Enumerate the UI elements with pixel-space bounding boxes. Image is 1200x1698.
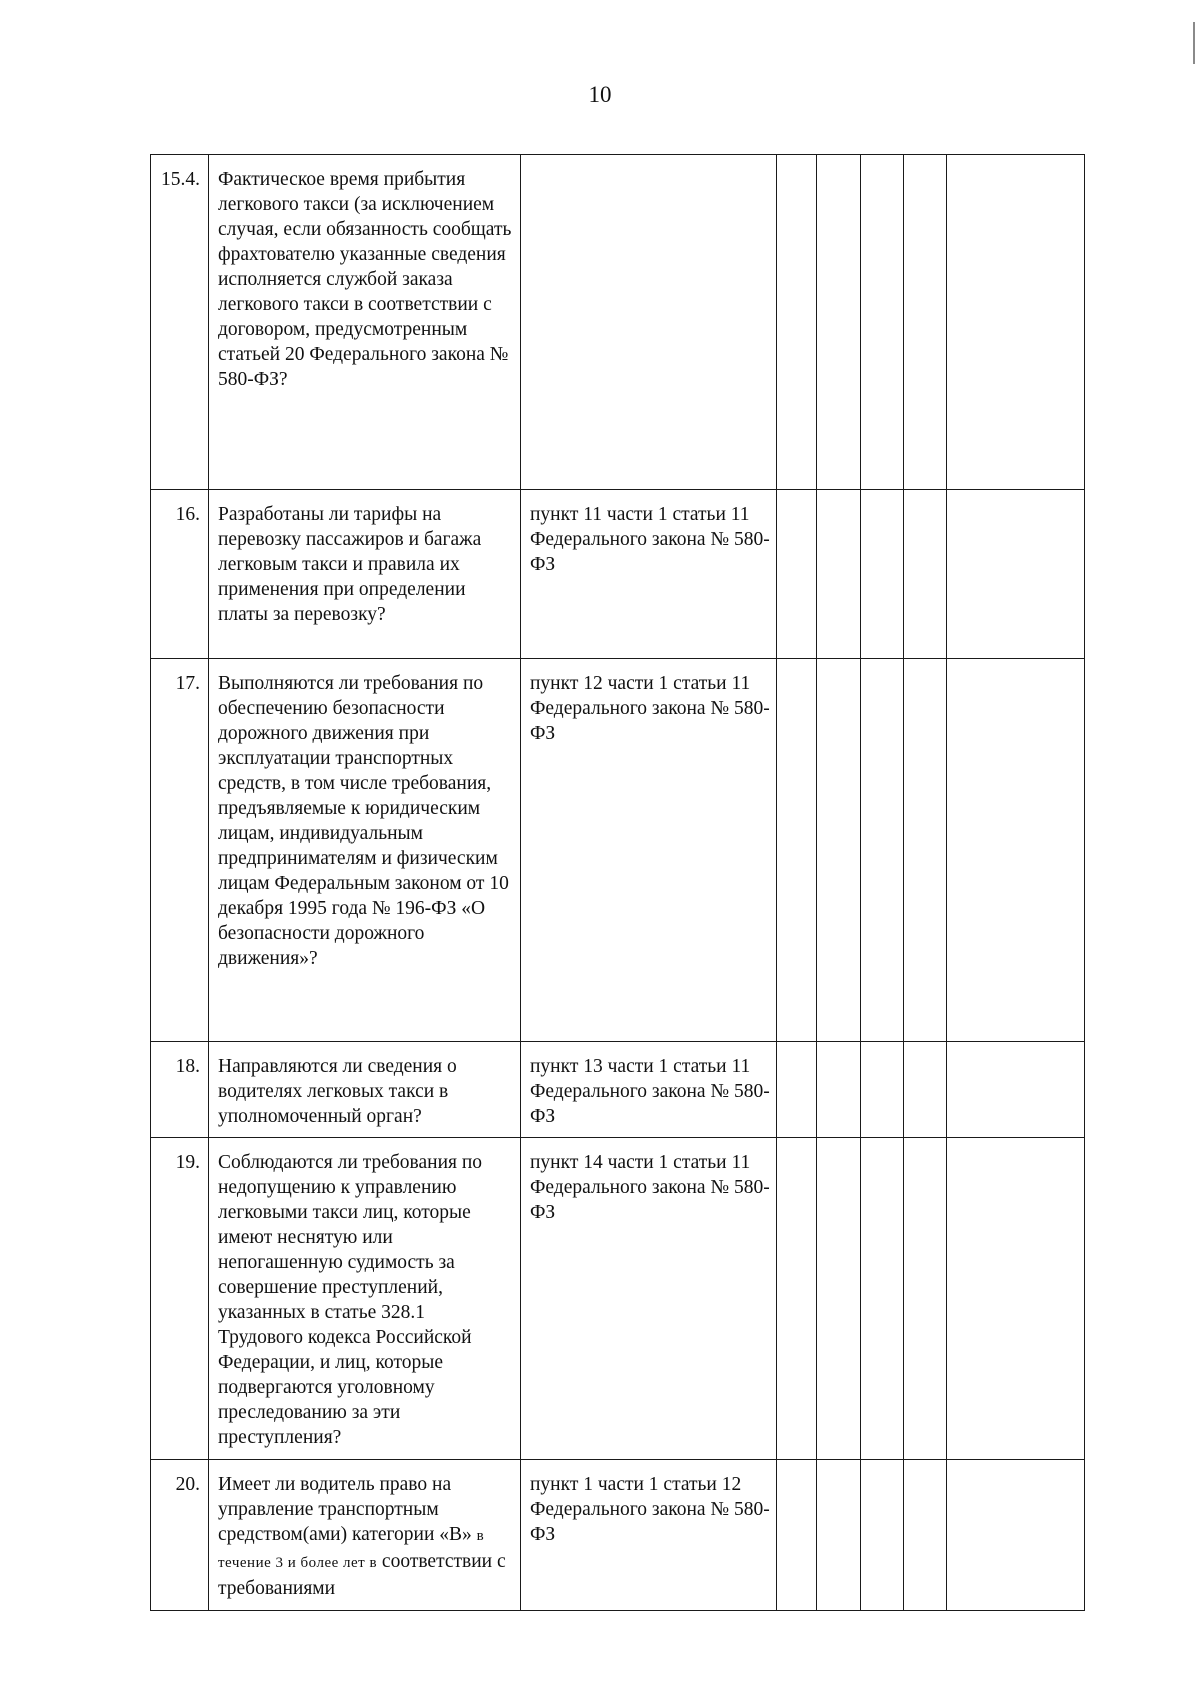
legal-reference: пункт 14 части 1 статьи 11 Федерального закона № 580-ФЗ	[521, 1138, 777, 1460]
answer-cell	[817, 1138, 861, 1460]
answer-cell	[904, 490, 947, 659]
answer-cell	[904, 1138, 947, 1460]
answer-cell	[904, 1460, 947, 1611]
table-row	[151, 155, 1085, 490]
answer-cell	[861, 1138, 904, 1460]
notes-cell	[947, 1042, 1085, 1138]
legal-reference: пункт 13 части 1 статьи 11 Федерального закона № 580-ФЗ	[521, 1042, 777, 1138]
notes-cell	[947, 155, 1085, 490]
requirement-question: Направляются ли сведения о водителях легковых такси в уполномоченный орган?	[209, 1042, 521, 1138]
answer-cell	[777, 490, 817, 659]
answer-cell	[777, 1460, 817, 1611]
requirement-question	[209, 1460, 521, 1611]
notes-cell	[947, 490, 1085, 659]
scan-edge-mark	[1193, 22, 1195, 64]
question-text: Имеет ли водитель право на управление транспортным средством(ами) категории «В»	[218, 1474, 472, 1545]
answer-cell	[861, 659, 904, 1042]
answer-cell	[861, 1460, 904, 1611]
answer-cell	[777, 1042, 817, 1138]
answer-cell	[904, 659, 947, 1042]
checklist-table	[150, 154, 1085, 1611]
row-number: 16.	[151, 490, 209, 659]
row-number: 18.	[151, 1042, 209, 1138]
requirement-question: Разработаны ли тарифы на перевозку пассажиров и багажа легковым такси и правила их применения при определении платы за перевозку?	[209, 490, 521, 659]
answer-cell	[904, 1042, 947, 1138]
table-row	[151, 1138, 1085, 1460]
answer-cell	[777, 1138, 817, 1460]
answer-cell	[861, 490, 904, 659]
answer-cell	[777, 659, 817, 1042]
requirement-question: Выполняются ли требования по обеспечению безопасности дорожного движения при эксплуатации транспортных средств, в том числе требования, предъявляемые к юридическим лицам, индивидуальным предпринимателям и физическим лицам Федеральным законом от 10 декабря 1995 года № 196-ФЗ «О безопасности дорожного движения»?	[209, 659, 521, 1042]
table-row	[151, 490, 1085, 659]
answer-cell	[817, 490, 861, 659]
answer-cell	[861, 1042, 904, 1138]
notes-cell	[947, 1138, 1085, 1460]
answer-cell	[817, 1042, 861, 1138]
table-row	[151, 1042, 1085, 1138]
answer-cell	[861, 155, 904, 490]
notes-cell	[947, 1460, 1085, 1611]
page-number: 10	[588, 82, 612, 107]
requirement-question: Соблюдаются ли требования по недопущению к управлению легковыми такси лиц, которые имеют неснятую или непогашенную судимость за совершение преступлений, указанных в статье 328.1 Трудового кодекса Российской Федерации, и лиц, которые подвергаются уголовному преследованию за эти преступления?	[209, 1138, 521, 1460]
answer-cell	[817, 659, 861, 1042]
answer-cell	[904, 155, 947, 490]
answer-cell	[777, 155, 817, 490]
answer-cell	[817, 155, 861, 490]
legal-reference: пункт 1 части 1 статьи 12 Федерального закона № 580-ФЗ	[521, 1460, 777, 1611]
legal-reference: пункт 11 части 1 статьи 11 Федерального закона № 580-ФЗ	[521, 490, 777, 659]
row-number: 15.4.	[151, 155, 209, 490]
row-number: 17.	[151, 659, 209, 1042]
notes-cell	[947, 659, 1085, 1042]
legal-reference	[521, 155, 777, 490]
question-text-small: в течение 3 и более лет в	[218, 1528, 485, 1571]
requirement-question: Фактическое время прибытия легкового такси (за исключением случая, если обязанность сообщать фрахтователю указанные сведения исполняется службой заказа легкового такси в соответствии с договором, предусмотренным статьей 20 Федерального закона № 580-ФЗ?	[209, 155, 521, 490]
row-number: 20.	[151, 1460, 209, 1611]
table-row	[151, 1460, 1085, 1611]
answer-cell	[817, 1460, 861, 1611]
table-row	[151, 659, 1085, 1042]
legal-reference: пункт 12 части 1 статьи 11 Федерального закона № 580-ФЗ	[521, 659, 777, 1042]
row-number: 19.	[151, 1138, 209, 1460]
question-text-end: соответствии с требованиями	[218, 1551, 506, 1599]
